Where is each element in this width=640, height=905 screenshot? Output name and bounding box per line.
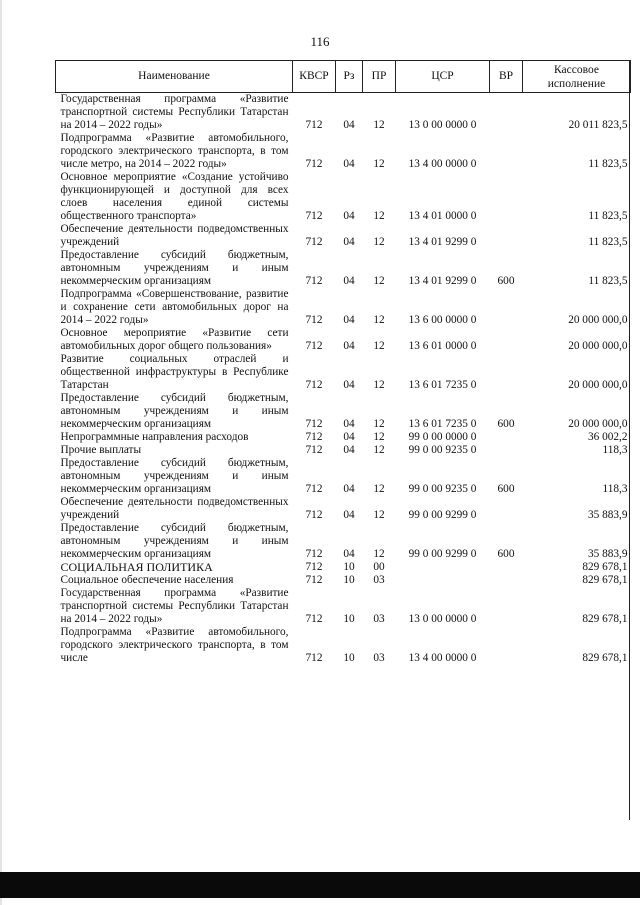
cell-rz: 04 <box>343 340 355 352</box>
cell-pr: 12 <box>373 548 385 560</box>
cell-kvsr: 712 <box>305 119 323 131</box>
cell-name: СОЦИАЛЬНАЯ ПОЛИТИКА <box>60 560 213 574</box>
cell-vr: 600 <box>497 548 515 560</box>
cell-csr: 13 4 00 0000 0 <box>408 158 477 170</box>
cell-name: Подпрограмма «Развитие автомобильного, городского электрического транспорта, в том числе метро, на 2014 – 2022 годы» <box>60 132 289 170</box>
cell-csr: 13 4 01 0000 0 <box>408 210 477 222</box>
cell-vr <box>490 353 523 392</box>
cell-kvsr: 712 <box>305 236 323 248</box>
table-row <box>56 561 631 574</box>
table-row <box>56 496 631 522</box>
cell-vr <box>490 93 523 133</box>
cell-pr: 00 <box>373 561 385 573</box>
cell-name: Основное мероприятие «Развитие сети автомобильных дорог общего пользования» <box>60 327 289 352</box>
cell-vr <box>490 288 523 327</box>
cell-name: Развитие социальных отраслей и общественной инфраструктуры в Республике Татарстан <box>60 353 289 391</box>
table-row <box>56 93 631 133</box>
header-name: Наименование <box>56 61 293 93</box>
cell-rz: 04 <box>343 548 355 560</box>
cell-name: Прочие выплаты <box>60 444 142 456</box>
table-row <box>56 223 631 249</box>
header-kvsr: КВСР <box>293 61 336 93</box>
cell-kvsr: 712 <box>305 418 323 430</box>
table-row <box>56 249 631 288</box>
cell-vr <box>490 431 523 444</box>
cell-amount: 36 002,2 <box>587 431 628 443</box>
cell-kvsr: 712 <box>305 314 323 326</box>
cell-vr <box>490 171 523 223</box>
cell-kvsr: 712 <box>305 210 323 222</box>
cell-rz: 04 <box>343 158 355 170</box>
cell-name: Основное мероприятие «Создание устойчиво функционирующей и доступной для всех слоев населения единой системы общественного транспорта» <box>60 171 289 222</box>
cell-kvsr: 712 <box>305 158 323 170</box>
cell-amount: 20 000 000,0 <box>568 340 628 352</box>
cell-kvsr: 712 <box>305 444 323 456</box>
table-row <box>56 431 631 444</box>
cell-amount: 11 823,5 <box>588 275 628 287</box>
cell-kvsr: 712 <box>305 340 323 352</box>
cell-rz: 04 <box>343 431 355 443</box>
table-body <box>56 93 631 666</box>
cell-amount: 20 000 000,0 <box>568 418 628 430</box>
cell-pr: 12 <box>373 418 385 430</box>
header-execution-line1: Кассовое <box>554 63 599 76</box>
cell-kvsr: 712 <box>305 652 323 664</box>
table-row <box>56 132 631 171</box>
cell-kvsr: 712 <box>305 509 323 521</box>
cell-vr <box>490 444 523 457</box>
table-row <box>56 288 631 327</box>
cell-rz: 04 <box>343 418 355 430</box>
cell-name: Предоставление субсидий бюджетным, автономным учреждениям и иным некоммерческим организациям <box>60 457 289 495</box>
cell-amount: 20 011 823,5 <box>568 119 628 131</box>
cell-csr: 99 0 00 0000 0 <box>408 431 477 443</box>
budget-table <box>55 60 631 665</box>
table-row <box>56 444 631 457</box>
cell-pr: 12 <box>373 236 385 248</box>
cell-rz: 04 <box>343 210 355 222</box>
cell-name: Подпрограмма «Совершенствование, развитие и сохранение сети автомобильных дорог на 2014 – 2022 годы» <box>60 288 289 326</box>
cell-rz: 04 <box>343 509 355 521</box>
cell-pr: 12 <box>373 444 385 456</box>
cell-csr: 13 0 00 0000 0 <box>408 613 477 625</box>
table-row <box>56 392 631 431</box>
cell-amount: 20 000 000,0 <box>568 379 628 391</box>
cell-kvsr: 712 <box>305 483 323 495</box>
table-right-border <box>629 60 630 820</box>
cell-name: Социальное обеспечение населения <box>60 574 234 586</box>
cell-kvsr: 712 <box>305 613 323 625</box>
cell-pr: 12 <box>373 210 385 222</box>
cell-pr: 03 <box>373 652 385 664</box>
cell-rz: 04 <box>343 314 355 326</box>
cell-kvsr: 712 <box>305 275 323 287</box>
cell-vr <box>490 561 523 574</box>
cell-rz: 04 <box>343 379 355 391</box>
table-header-row <box>56 61 631 93</box>
cell-kvsr: 712 <box>305 431 323 443</box>
cell-csr: 99 0 00 9299 0 <box>408 509 477 521</box>
cell-csr: 99 0 00 9299 0 <box>408 548 477 560</box>
cell-amount: 11 823,5 <box>588 158 628 170</box>
table-row <box>56 587 631 626</box>
table-row <box>56 626 631 665</box>
table-row <box>56 457 631 496</box>
cell-amount: 35 883,9 <box>587 548 628 560</box>
cell-amount: 20 000 000,0 <box>568 314 628 326</box>
header-rz: Рз <box>336 61 363 93</box>
cell-rz: 04 <box>343 483 355 495</box>
cell-pr: 12 <box>373 379 385 391</box>
cell-pr: 12 <box>373 275 385 287</box>
cell-vr <box>490 496 523 522</box>
scan-bottom-bar <box>0 872 640 898</box>
cell-name: Непрограммные направления расходов <box>60 431 249 443</box>
cell-csr: 99 0 00 9235 0 <box>408 483 477 495</box>
cell-vr: 600 <box>497 483 515 495</box>
cell-csr: 13 0 00 0000 0 <box>408 119 477 131</box>
cell-csr: 13 4 00 0000 0 <box>408 652 477 664</box>
cell-pr: 12 <box>373 509 385 521</box>
header-execution-line2: исполнение <box>547 77 606 90</box>
cell-pr: 12 <box>373 431 385 443</box>
cell-kvsr: 712 <box>305 561 323 573</box>
cell-csr: 13 4 01 9299 0 <box>408 275 477 287</box>
cell-vr <box>490 574 523 587</box>
cell-csr: 99 0 00 9235 0 <box>408 444 477 456</box>
table-row <box>56 522 631 561</box>
cell-kvsr: 712 <box>305 548 323 560</box>
header-csr: ЦСР <box>396 61 490 93</box>
table-row <box>56 171 631 223</box>
cell-rz: 10 <box>343 561 355 573</box>
cell-vr <box>490 587 523 626</box>
cell-name: Подпрограмма «Развитие автомобильного, городского электрического транспорта, в том числе <box>60 626 289 664</box>
table-row <box>56 574 631 587</box>
cell-vr: 600 <box>497 275 515 287</box>
cell-vr <box>490 132 523 171</box>
cell-name: Обеспечение деятельности подведомственных учреждений <box>60 223 289 248</box>
cell-name: Предоставление субсидий бюджетным, автономным учреждениям и иным некоммерческим организациям <box>60 522 289 560</box>
cell-amount: 829 678,1 <box>582 561 628 573</box>
header-vr: ВР <box>490 61 523 93</box>
cell-csr: 13 6 00 0000 0 <box>408 314 477 326</box>
cell-csr: 13 6 01 7235 0 <box>408 379 477 391</box>
cell-pr: 12 <box>373 314 385 326</box>
cell-name: Предоставление субсидий бюджетным, автономным учреждениям и иным некоммерческим организациям <box>60 392 289 430</box>
cell-amount: 11 823,5 <box>588 236 628 248</box>
cell-rz: 10 <box>343 652 355 664</box>
page-number: 116 <box>310 34 330 49</box>
header-pr: ПР <box>363 61 396 93</box>
cell-csr: 13 4 01 9299 0 <box>408 236 477 248</box>
cell-rz: 04 <box>343 119 355 131</box>
cell-name: Государственная программа «Развитие транспортной системы Республики Татарстан на 2014 – 2022 годы» <box>60 93 289 131</box>
cell-amount: 118,3 <box>602 444 628 456</box>
header-execution <box>523 61 631 93</box>
cell-amount: 11 823,5 <box>588 210 628 222</box>
table-row <box>56 327 631 353</box>
cell-csr: 13 6 01 7235 0 <box>408 418 477 430</box>
cell-pr: 03 <box>373 574 385 586</box>
cell-pr: 12 <box>373 158 385 170</box>
cell-vr <box>490 327 523 353</box>
cell-rz: 10 <box>343 574 355 586</box>
cell-pr: 12 <box>373 119 385 131</box>
table-row <box>56 353 631 392</box>
cell-name: Обеспечение деятельности подведомственных учреждений <box>60 496 289 521</box>
cell-name: Государственная программа «Развитие транспортной системы Республики Татарстан на 2014 – 2022 годы» <box>60 587 289 625</box>
cell-vr <box>490 223 523 249</box>
cell-rz: 04 <box>343 444 355 456</box>
cell-vr: 600 <box>497 418 515 430</box>
cell-rz: 04 <box>343 236 355 248</box>
cell-kvsr: 712 <box>305 574 323 586</box>
cell-csr: 13 6 01 0000 0 <box>408 340 477 352</box>
cell-name: Предоставление субсидий бюджетным, автономным учреждениям и иным некоммерческим организациям <box>60 249 289 287</box>
cell-amount: 829 678,1 <box>582 574 628 586</box>
cell-amount: 118,3 <box>602 483 628 495</box>
cell-csr <box>396 574 490 587</box>
cell-vr <box>490 626 523 665</box>
cell-amount: 829 678,1 <box>582 613 628 625</box>
cell-amount: 35 883,9 <box>587 509 628 521</box>
cell-kvsr: 712 <box>305 379 323 391</box>
cell-rz: 10 <box>343 613 355 625</box>
cell-rz: 04 <box>343 275 355 287</box>
cell-amount: 829 678,1 <box>582 652 628 664</box>
scan-left-edge <box>0 0 2 905</box>
cell-pr: 12 <box>373 340 385 352</box>
cell-pr: 03 <box>373 613 385 625</box>
cell-pr: 12 <box>373 483 385 495</box>
cell-csr <box>396 561 490 574</box>
